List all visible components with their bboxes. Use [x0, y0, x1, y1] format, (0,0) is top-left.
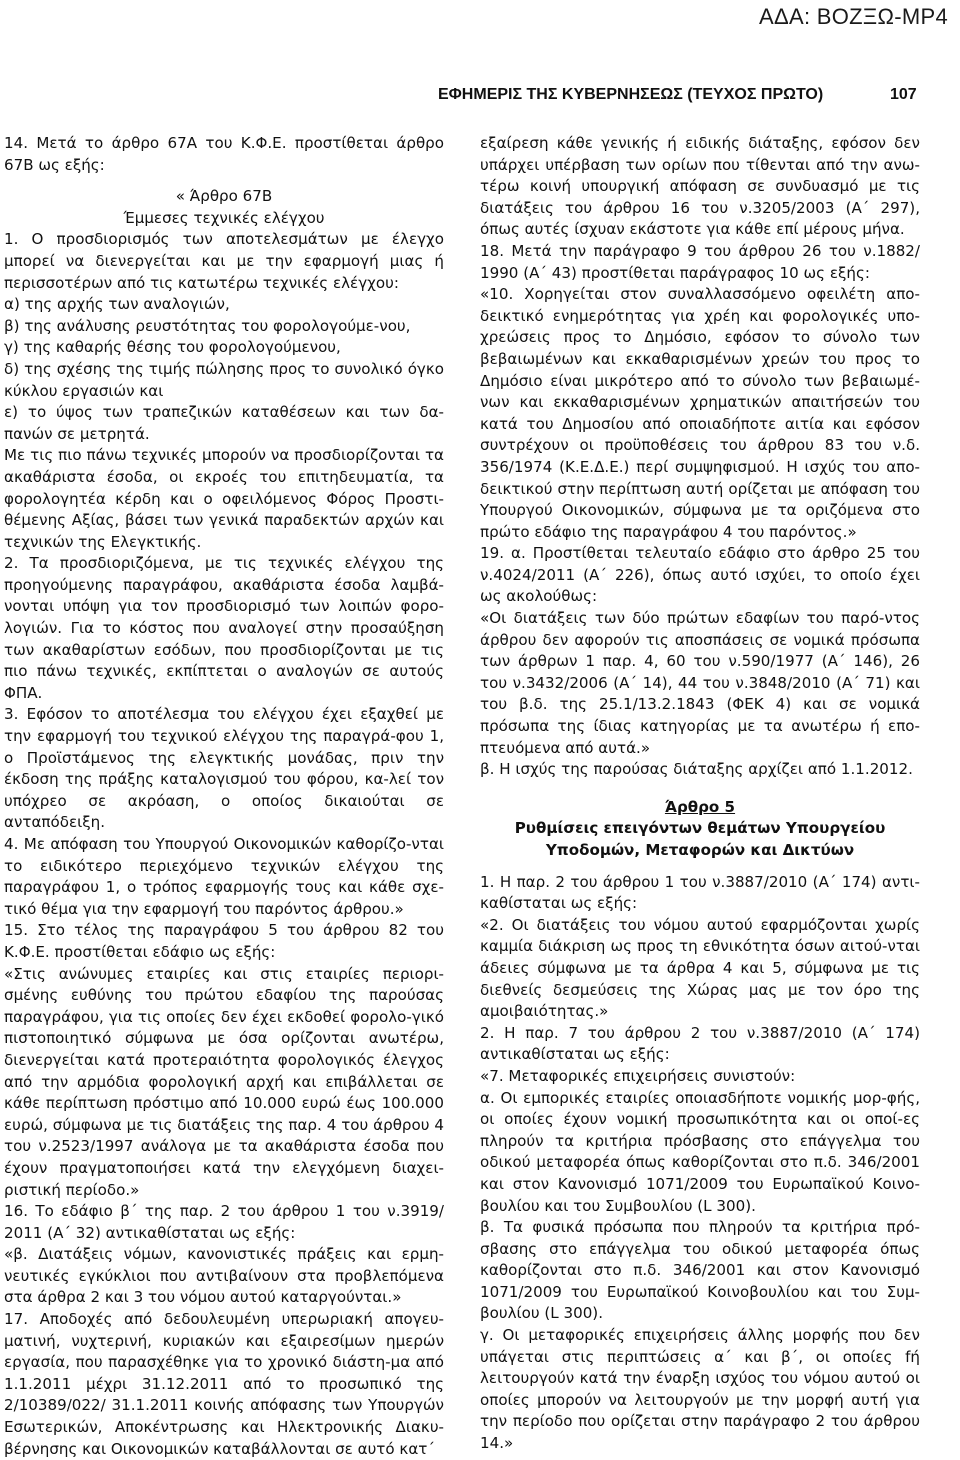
article-heading: « Άρθρο 67Β — [175, 187, 273, 206]
article-subtitle: Ρυθμίσεις επειγόντων θεμάτων Υπουργείου Υποδομών, Μεταφορών και Δικτύων — [514, 819, 886, 859]
ada-code: ΑΔΑ: ΒΟΖΞΩ-ΜΡ4 — [759, 4, 948, 29]
paragraph: «Οι διατάξεις των δύο πρώτων εδαφίων του παρό-ντος άρθρου δεν αφορούν τις αποσπάσεις σε νομικά πρόσωπα των άρθρων 1 παρ. 4, 60 του ν.590/1977 (Α΄ 146), 26 του ν.3432/2006 (Α΄ 14), 44 του ν.3848/2010 (Α΄ 71) και του β.δ. της 25.1/13.2.1843 (ΦΕΚ 4) και σε νομικά πρόσωπα της ίδιας κατηγορίας με τα ανωτέρω ή επο-πτευόμενα από αυτά.» — [480, 609, 920, 757]
paragraph: 1. Η παρ. 2 του άρθρου 1 του ν.3887/2010 (Α΄ 174) αντι-καθίσταται ως εξής: — [480, 872, 920, 913]
paragraph: 2. Η παρ. 7 του άρθρου 2 του ν.3887/2010 (Α΄ 174) αντικαθίσταται ως εξής: — [480, 1023, 920, 1064]
paragraph: α. Οι εμπορικές εταιρίες οποιασδήποτε νομικής μορ-φής, οι οποίες έχουν νομική προσωπικότητα και οι οποί-ες πληρούν τα κριτήρια πρόσβασης στο επάγγελμα του οδικού μεταφορέα όπως καθορίζονται στο π.δ. 346/2001 και στον Κανονισμό 1071/2009 του Ευρωπαϊκού Κοινο-βουλίου και του Συμβουλίου (L 300). — [480, 1088, 920, 1215]
article-title: Άρθρο 5 — [664, 797, 736, 816]
paragraph: 14. Μετά το άρθρο 67Α του Κ.Φ.Ε. προστίθεται άρθρο 67Β ως εξής: — [4, 134, 444, 174]
gazette-header: ΕΦΗΜΕΡΙΣ ΤΗΣ ΚΥΒΕΡΝΗΣΕΩΣ (ΤΕΥΧΟΣ ΠΡΩΤΟ) — [438, 86, 824, 103]
right-column — [480, 133, 920, 1455]
paragraph: δ) της σχέσης της τιμής πώλησης προς το συνολικό όγκο κύκλου εργασιών και — [4, 359, 444, 400]
paragraph: 19. α. Προστίθεται τελευταίο εδάφιο στο άρθρο 25 του ν.4024/2011 (Α΄ 226), όπως αυτό ισχύει, το οποίο έχει ως ακολούθως: — [480, 544, 920, 606]
paragraph: 4. Με απόφαση του Υπουργού Οικονομικών καθορίζο-νται το ειδικότερο περιεχόμενο τεχνικών ελέγχου της παραγράφου 1, ο τρόπος εφαρμογής τους και κάθε σχε-τικό θέμα για την εφαρμογή του παρόντος άρθρου.» — [4, 835, 444, 918]
paragraph: β. Τα φυσικά πρόσωπα που πληρούν τα κριτήρια πρό-σβασης στο επάγγελμα του οδικού μεταφορέα όπως καθορίζονται στο π.δ. 346/2001 και στον Κανονισμό 1071/2009 του Ευρωπαϊκού Κοινοβουλίου και του Συμ-βουλίου (L 300). — [480, 1218, 920, 1323]
article-5-heading — [480, 797, 920, 862]
paragraph: «2. Οι διατάξεις του νόμου αυτού εφαρμόζονται χωρίς καμμία διάκριση ως προς τη εθνικότητα όσων αιτού-νται άδειες σύμφωνα με τα άρθρα 4 και 5, σύμφωνα με τις διεθνείς δεσμεύσεις της Χώρας μας με τον όρο της αμοιβαιότητας.» — [480, 915, 920, 1021]
paragraph: 3. Εφόσον το αποτέλεσμα του ελέγχου έχει εξαχθεί με την εφαρμογή του τεχνικού ελέγχου της παραγρά-φου 1, ο Προϊστάμενος της ελεγκτικής μονάδας, πριν την έκδοση της πράξης καταλογισμού του φόρου, κα-λεί τον υπόχρεο σε ακρόαση, ο οποίος δικαιούται σε ανταπόδειξη. — [4, 705, 444, 832]
paragraph: β. Η ισχύς της παρούσας διάταξης αρχίζει από 1.1.2012. — [480, 760, 913, 779]
paragraph: 16. Το εδάφιο β΄ της παρ. 2 του άρθρου 1 του ν.3919/ 2011 (Α΄ 32) αντικαθίσταται ως εξής: — [4, 1202, 444, 1242]
page-number: 107 — [890, 86, 917, 103]
paragraph: β) της ανάλυσης ρευστότητας του φορολογούμε-νου, — [4, 316, 411, 335]
paragraph: 15. Στο τέλος της παραγράφου 5 του άρθρου 82 του Κ.Φ.Ε. προστίθεται εδάφιο ως εξής: — [4, 921, 444, 961]
paragraph: «10. Χορηγείται στον συναλλασσόμενο οφειλέτη απο-δεικτικό ενημερότητας για χρέη και φορολογικές υπο-χρεώσεις προς το Δημόσιο, εφόσον το σύνολο των βεβαιωμένων και εκκαθαρισμένων χρεών του προς το Δημόσιο είναι μικρότερο από το σύνολο των βεβαιωμέ-νων και εκκαθαρισμένων χρηματικών απαιτήσεών του κατά του Δημοσίου από οποιαδήποτε αιτία και εφόσον συντρέχουν οι προϋποθέσεις του άρθρου 83 του ν.δ. 356/1974 (Κ.Ε.Δ.Ε.) περί συμψηφισμού. Η ισχύς του απο-δεικτικού στην περίπτωση αυτή ορίζεται με απόφαση του Υπουργού Οικονομικών, σύμφωνα με τα οριζόμενα στο πρώτο εδάφιο της παραγράφου 4 του παρόντος.» — [480, 285, 920, 541]
paragraph: «β. Διατάξεις νόμων, κανονιστικές πράξεις και ερμη-νευτικές εγκύκλιοι που αντιβαίνουν στα προβλεπόμενα στα άρθρα 2 και 3 του νόμου αυτού καταργούνται.» — [4, 1245, 444, 1307]
paragraph: ε) το ύψος των τραπεζικών καταθέσεων και των δα-πανών σε μετρητά. — [4, 403, 444, 443]
paragraph: 18. Μετά την παράγραφο 9 του άρθρου 26 του ν.1882/ 1990 (Α΄ 43) προστίθεται παράγραφος 10 ως εξής: — [480, 241, 920, 282]
paragraph: «Στις ανώνυμες εταιρίες και στις εταιρίες περιορι-σμένης ευθύνης του πρώτου εδαφίου της παρούσας παραγράφου, για τις οποίες δεν έχει εκδοθεί φορολο-γικό πιστοποιητικό σύμφωνα με όσα ορίζονται ανωτέρω, διενεργείται κατά προτεραιότητα φορολογικός έλεγχος από την αρμόδια φορολογική αρχή και επιβάλλεται σε κάθε περίπτωση πρόστιμο από 10.000 ευρώ έως 100.000 ευρώ, σύμφωνα με τις διατάξεις της παρ. 4 του άρθρου 4 του ν.2523/1997 ανάλογα με τα ακαθάριστα έσοδα που έχουν πραγματοποιήσει κατά την ελεγχόμενη διαχει-ριστική περίοδο.» — [4, 964, 444, 1199]
paragraph: γ. Οι μεταφορικές επιχειρήσεις άλλης μορφής που δεν υπάγεται στις περιπτώσεις α΄ και β΄, οι οποίες fή λειτουργούν κατά την έναρξη ισχύος του νόμου αυτού οι οποίες μπορούν να λειτουργούν με την μορφή αυτή για την περίοδο που ορίζεται στην παράγραφο 2 του άρθρου 14.» — [480, 1326, 920, 1453]
paragraph: γ) της καθαρής θέσης του φορολογούμενου, — [4, 338, 341, 357]
paragraph: α) της αρχής των αναλογιών, — [4, 295, 230, 314]
left-column — [4, 133, 444, 1460]
paragraph: 2. Τα προσδιοριζόμενα, με τις τεχνικές ελέγχου της προηγούμενης παραγράφου, ακαθάριστα έσοδα λαμβά-νονται υπόψη για τον προσδιορισμό των λοιπών φορο-λογιών. Για το κόστος που αναλογεί στην προσαύξηση των ακαθαρίστων εσόδων, που προσδιορίζονται με τις πιο πάνω τεχνικές, εκπίπτεται ο αναλογών σε αυτούς ΦΠΑ. — [4, 554, 444, 702]
paragraph: «7. Μεταφορικές επιχειρήσεις συνιστούν: — [480, 1066, 796, 1085]
paragraph: 17. Αποδοχές από δεδουλευμένη υπερωριακή απογευ-ματινή, νυχτερινή, κυριακών και εξαιρεσίμων ημερών εργασία, που παρασχέθηκε για το χρονικό διάστη-μα από 1.1.2011 μέχρι 31.12.2011 από το προσωπικό της 2/10389/022/ 31.1.2011 κοινής απόφασης των Υπουργών Εσωτερικών, Αποκέντρωσης και Ηλεκτρονικής Διακυ-βέρνησης και Οικονομικών καταβάλλονται σε αυτό κατ΄ — [4, 1310, 444, 1458]
article-subheading: Έμμεσες τεχνικές ελέγχου — [123, 208, 325, 227]
paragraph: 1. Ο προσδιορισμός των αποτελεσμάτων με έλεγχο μπορεί να διενεργείται και με την εφαρμογή μιας ή περισσοτέρων από τις κατωτέρω τεχνικές ελέγχου: — [4, 230, 444, 292]
paragraph: Με τις πιο πάνω τεχνικές μπορούν να προσδιορίζονται τα ακαθάριστα έσοδα, οι εκροές του επιτηδευματία, τα φορολογητέα κέρδη και ο οφειλόμενος Φόρος Προστι-θέμενης Αξίας, βάσει των γενικά παραδεκτών αρχών και τεχνικών της Ελεγκτικής. — [4, 446, 444, 551]
paragraph: εξαίρεση κάθε γενικής ή ειδικής διάταξης, εφόσον δεν υπάρχει υπέρβαση των ορίων που τίθενται από την ανω-τέρω κοινή υπουργική απόφαση σε συνδυασμό με τις διατάξεις του άρθρου 16 του ν.3205/2003 (Α΄ 297), όπως αυτές ίσχυαν εκάστοτε για κάθε επί μέρους μήνα. — [480, 134, 920, 239]
